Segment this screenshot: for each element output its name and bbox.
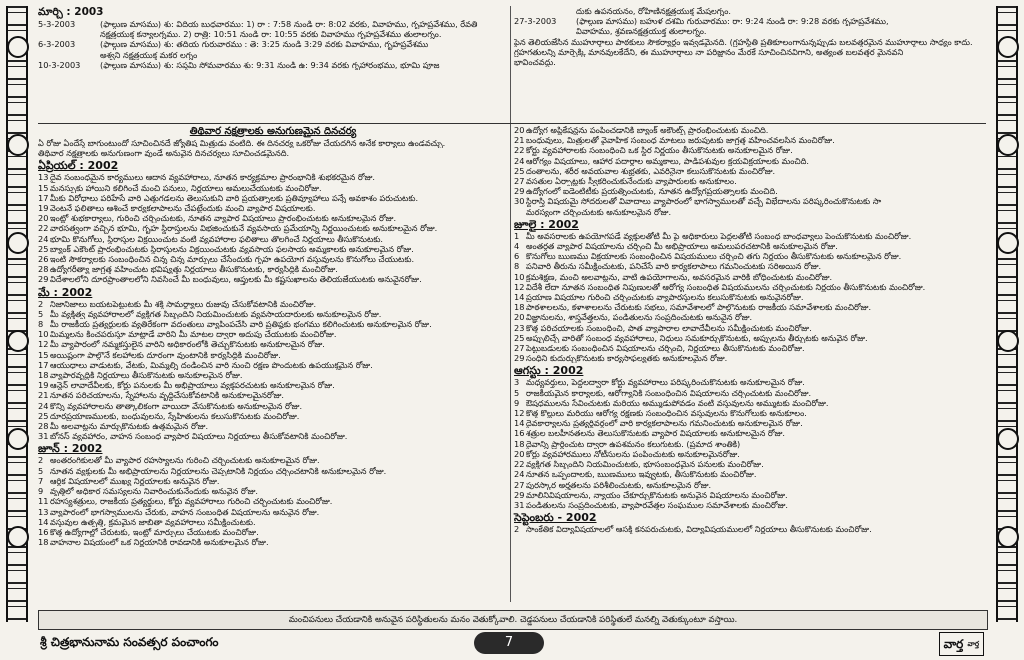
list-item [514, 459, 986, 469]
item-text: వ్యాపారవృద్ధికి నిర్ణయాలు తీసుకొనుటకు అనుకూలమైన రోజు. [50, 370, 243, 381]
item-text: మీకు విరోధాలు పరిహేసే వారి ఎత్తుగడలను తెలుసుకుని వారి ప్రయత్నాలకు ప్రతివ్యూహాలు పన్నే అవకాశం పరుచుటకు. [50, 192, 419, 203]
march-heading: మార్చి : 2003 [38, 6, 104, 18]
item-text: మీ వ్యక్తిత్వ వ్యవహారాలలో వ్యక్తిగత సిబ్బందిని నియమించుటకు వ్యవసాయదారులకు అనుకూలమైన రోజు. [50, 308, 382, 319]
item-text: సంధిని కుదుర్చుకొనుటకు కార్యసాఫల్యతకు అనుకూలమైన రోజు. [526, 353, 728, 364]
list-item [38, 411, 508, 421]
item-day: 12 [514, 408, 525, 419]
right-column-sections [514, 218, 986, 534]
item-day: 12 [514, 281, 525, 292]
item-text: ఆయుధాలు వాడుటకు, వేటకు, మిమ్మల్ని దండించిన వారి నుంచి రక్షణ పొందుటకు ఉపయుక్తమైన రోజు. [50, 359, 373, 370]
item-day: 24 [514, 469, 525, 480]
item-text: నూతన పరిచయాలను, స్నేహాలను వృద్ధిచేసుకోవటానికి అనుకూలమైనరోజు. [50, 390, 285, 401]
border-ornament-icon [997, 526, 1019, 548]
decorative-border-left [6, 6, 28, 622]
item-day: 16 [38, 526, 49, 537]
item-day: 2 [514, 524, 520, 535]
item-text: మిమ్మలను కించపరుస్తూ మాట్లాడే వారిని మీ మాటల ద్వారా అదుపు చేయుటకు మంచిరోజు. [50, 329, 337, 340]
list-item [38, 455, 508, 465]
item-day: 31 [514, 499, 525, 510]
list-item [38, 390, 508, 400]
list-item [38, 309, 508, 319]
item-day: 24 [38, 233, 49, 244]
date-row [38, 19, 508, 29]
item-text: పండితులను సంప్రదించుటకు, వ్యాపారవేత్తల సంఘముల సమావేశాలకు మంచిరోజు. [526, 499, 789, 510]
footer-quote: మంచిపనులు చేయడానికి అనువైన పరిస్థితులను మనం వెతుక్కోవాలి. చెడ్డపనులు చేయడానికి పరిస్థితులే మనల్ని వెతుక్కుంటూ వస్తాయి. [38, 610, 988, 630]
item-text: మరస్యంగా చర్చించుటకు అనుకూలమైన రోజు. [526, 206, 672, 217]
list-item [514, 480, 986, 490]
item-text: దైవకార్యాలను ప్రత్యర్థివర్గంలో వారి కార్యకలాపాలను గమనించుటకు అనుకూలమైన రోజు. [526, 418, 803, 429]
list-item [514, 176, 986, 186]
border-ornament-icon [7, 232, 29, 254]
item-text: దైవాన్ని ప్రార్థించుట ద్వారా ఉపశమనం కలుగుటకు. (ప్రమాద శాంతికి) [526, 438, 741, 449]
list-item [38, 466, 508, 476]
list-item [38, 329, 508, 339]
list-item [38, 350, 508, 360]
item-text: నూతన వ్యక్తులకు మీ అభిప్రాయాలను నిర్ణయాలను చెప్పటానికి నిర్ణయం చర్చించటానికి అనుకూలమైన రోజు. [50, 465, 387, 476]
item-day: 11 [38, 496, 49, 507]
note-line: గ్రహగతులన్ని మార్పెక్కి మానవులకేదేని, ఈ ముహూర్తాలు నా పరిజ్ఞానం మేరకే సూచించినవిగాని, అత్యంత బలవత్తర మైనవని [514, 46, 904, 57]
date-row [38, 50, 508, 60]
list-item [514, 207, 986, 217]
list-item [514, 125, 986, 135]
list-item [38, 517, 508, 527]
item-day: 13 [38, 172, 49, 183]
list-item [514, 333, 986, 343]
right-column-top-items [514, 125, 986, 217]
item-text: మనస్సుకు హాయిని కలిగించే మంచి పనులు, నిర్ణయాలు అమలుచేయుటకు మంచిరోజు. [50, 182, 322, 193]
item-text: వెంటనే ఫలితాలు ఆశించే కార్యకలాపాలను చేపట్టేందుకు మంచి వ్యాపార విషయాలకు. [50, 203, 316, 214]
item-text: కొత్త ఉద్యోగాల్లో చేరుటకు, ఇంట్లో మార్పులు చేయుటకు మంచిరోజు. [50, 526, 259, 537]
left-column-title: తిథివార నక్షత్రాలకు అనుగుణమైన దినచర్య [189, 126, 357, 137]
item-text: వృత్తిలో అధికార సమస్యలను నివారించుకునేందుకు అనువైన రోజు. [50, 486, 258, 497]
item-day: 25 [38, 410, 49, 421]
list-item [38, 193, 508, 203]
item-day: 4 [514, 241, 520, 252]
item-day: 2 [38, 298, 44, 309]
item-day: 5 [514, 387, 520, 398]
item-text: స్థిరాస్తి విషయమై సోదరులతో వివాదాలు వ్యాపారంలో భాగస్వాములతో వచ్చే విభేదాలను పరిష్కరించుకొనుటకు సా [526, 196, 882, 207]
item-text: దంతాలను, శరీర అవయవాల శుభ్రతకు, ఎవరినైనా కలుసుకొనుటకు మంచిరోజు. [526, 165, 776, 176]
item-day: 31 [38, 431, 49, 442]
page-footer [0, 630, 1024, 660]
item-day: 24 [514, 155, 525, 166]
item-day: 27 [514, 479, 525, 490]
list-item [38, 274, 508, 284]
item-text: వాహనాల విషయంలో ఒక నిర్ణయానికి రావడానికి అనుకూలమైన రోజు. [50, 537, 269, 548]
item-day: 25 [38, 243, 49, 254]
item-text: మీ అలవాట్లను మార్చుకొనుటకు ఉత్తమమైన రోజు. [50, 421, 209, 432]
list-item [514, 428, 986, 438]
list-item [514, 408, 986, 418]
logo-text: వార్త [943, 637, 964, 651]
border-ornament-icon [997, 232, 1019, 254]
month-heading: ఏప్రియల్ : 2002 [38, 159, 119, 173]
item-text: ఔషధములను సేవించుటకు మరియు అమ్ముడుపోవడం వంటి వస్తువులను అమ్ముటకు మంచిరోజు. [526, 397, 829, 408]
row-text: అశ్వని నక్షత్రయుక్త మకర లగ్నం [100, 49, 198, 60]
item-text: బంధువులు, మిత్రులతో వైవాహిక సంబంధ మాటలు జరుపుటకు జాగ్రత్త వహించవలసిన మంచిరోజు. [526, 135, 835, 146]
list-item [38, 537, 508, 547]
item-day: 29 [514, 353, 525, 364]
section-divider [38, 123, 986, 124]
row-text: (ఫాల్గుణ మాసము) బహుళ దశమి గురువారము: రా: 9:24 నుండి రా: 9:28 వరకు గృహప్రవేశము, [576, 16, 889, 27]
item-day: 20 [38, 213, 49, 224]
item-day: 27 [514, 343, 525, 354]
list-item [514, 418, 986, 428]
border-ornament-icon [7, 428, 29, 450]
decorative-border-right [996, 6, 1018, 622]
list-item [38, 339, 508, 349]
list-item [514, 500, 986, 510]
item-text: ఆన్లైన్ లావాదేవీలకు, కోర్టు పనులకు మీ అభిప్రాయాలు వ్యక్తపరచుటకు అనుకూలమైన రోజు. [50, 380, 335, 391]
item-text: బోనస్ వ్యవహారం, వాహన సంబంధ వ్యాపార విషయాలు నిర్ణయాలు తీసుకోవటానికి మంచిరోజు. [50, 431, 348, 442]
item-text: ఇంటి సౌకర్యాలకు సంబంధించిన చిన్న చిన్న మార్పులు చేసేందుకు గృహ ఉపయోగ వస్తువులను కొనుగోలు చేయుటకు. [50, 254, 415, 265]
row-date: 27-3-2003 [514, 16, 557, 27]
list-item [38, 421, 508, 431]
row-text: నక్షత్రయుక్త కన్యాలగ్నము. 2) రాత్రి: 10:51 నుండి రా: 10:55 వరకు వివాహము గృహప్రవేశము తులాలగ్నం. [100, 29, 442, 40]
item-day: 13 [38, 506, 49, 517]
list-item [514, 312, 986, 322]
item-text: మధ్యవర్తులు, పెద్దలద్వారా కోర్టు వ్యవహారాలు పరిష్కరించుకొనుటకు అనుకూలమైన రోజు. [526, 377, 805, 388]
item-text: ఇంట్లో శుభకార్యాలు, గురించి చర్చించుటకు, నూతన వ్యాపార విషయాలు ప్రారంభించుటకు అనుకూలమైన రోజు. [50, 213, 397, 224]
date-row [514, 16, 986, 26]
item-day: 21 [38, 390, 49, 401]
note-line: భావించవద్దు. [514, 57, 556, 68]
note-line: పైన తెలియజేసిన ముహూర్తాలు పాఠకులు సౌకర్యార్థం ఇవ్వడమైనది. (గ్రహస్థితి ప్రతికూలంగానున్నప్పుడు బలవత్తరమైన ముహూర్తాలు సాధ్యం కాదు. [514, 36, 973, 47]
item-day: 10 [514, 271, 525, 282]
list-item [514, 292, 986, 302]
item-day: 8 [514, 261, 520, 272]
left-column-intro [38, 138, 508, 158]
list-item [38, 234, 508, 244]
item-text: దూరప్రయాణములకు, బంధువులను, స్నేహితులను కలుసుకొనుటకు మంచిరోజు. [50, 410, 300, 421]
item-day: 25 [514, 165, 525, 176]
list-item [514, 398, 986, 408]
item-text: మీ అవసరాలకు ఉపయోగపడే వ్యక్తులతోటి మీ పై అధికారులు పెద్దలతోటి సంబంధ బాంధవ్యాలు పెంచుకొనుటకు మంచిరోజు. [526, 230, 912, 241]
intro-line: ఏ రోజు ఏందేస్తే బాగుంటుందో సూచించినదే జ్యోతిష మిత్రుడు వంటిది. ఈ దినచర్య ఒకరోజు చేయదగిన అనేక కార్యాలు ఉండవచ్చు. [38, 138, 446, 148]
row-text: వివాహము, శ్రవణనక్షత్రయుక్త తులాలగ్నం. [576, 26, 707, 37]
list-item [514, 377, 986, 387]
item-day: 19 [38, 203, 49, 214]
border-ornament-icon [997, 428, 1019, 450]
row-text: (ఫాల్గుణ మాసము) శు: తదియ గురువారము : తె: 3:25 నుండి 3:29 వరకు వివాహము, గృహప్రవేశము [100, 39, 429, 50]
item-text: ప్రయాణ విషయాల గురించి చర్చించుటకు వ్యాపారస్తులను కలుసుకొనుటకు అనువైనరోజు. [526, 292, 804, 303]
item-text: వస్తువుల ఉత్పత్తి, క్రమమైన జాబితా వ్యవహారాలు సమీక్షించుటకు. [50, 516, 256, 527]
item-text: అయిష్టంగా పాల్గొనే కలహాలకు దూరంగా వుంటానికి కార్యసిద్ధికి మంచిరోజు. [50, 349, 281, 360]
list-item [514, 166, 986, 176]
list-item [38, 183, 508, 193]
item-text: పురస్కార అర్హతలను పరిశీలించుటకు, అనుకూలమైన రోజు. [526, 479, 712, 490]
item-day: 22 [38, 223, 49, 234]
item-text: వ్యక్తిగత సిబ్బందిని నియమించుటకు, భూసంబంధమైన పనులకు మంచిరోజు. [526, 459, 764, 470]
item-text: సాంకేతిక విద్యావిషయాలలో ఆసక్తి కనపరుచుటకు, విద్యావిషయములలో నిర్ణయాలు తీసుకొనుటకు మంచిరోజు. [526, 524, 872, 535]
item-day: 9 [38, 486, 44, 497]
column-divider [510, 6, 511, 602]
row-date [38, 50, 100, 60]
date-row [38, 39, 508, 49]
date-row [38, 29, 508, 39]
item-text: భూమి కొనుగోలు, స్థిరాస్తుల విక్రయించుట వంటి వ్యవహారాల ఫలితాలు తొలగించే నిర్ణయాలు తీసుకొనుటకు. [50, 233, 384, 244]
item-text: కొన్ని వ్యవహారాలను తాత్కాలికంగా వాయిదా వేసుకొనుటకు అనుకూలమైన రోజు. [50, 400, 303, 411]
border-ornament-icon [997, 134, 1019, 156]
list-item [38, 203, 508, 213]
row-date [514, 26, 576, 36]
item-text: కొనుగోలు ఋణము విక్రయాలకు సంబంధించిన విషయములు చర్చించి తగు నిర్ణయం తీసుకొనుటకు అనుకూలమైన రోజు. [526, 251, 902, 262]
item-day: 23 [514, 322, 525, 333]
list-item [514, 272, 986, 282]
list-item [514, 524, 986, 534]
item-text: కోర్టు వ్యవహారాలకు సంబంధించి ఒక స్థిర నిర్ణయం తీసుకొనుటకు అనుకూలమైన రోజు. [526, 145, 793, 156]
item-day: 18 [514, 302, 525, 313]
month-heading: జూన్ : 2002 [38, 442, 103, 456]
item-text: అంతర్గత వ్యాపార విషయాలను చర్చించి మీ అభిప్రాయాలు అమలుపరచటానికి అనుకూలమైన రోజు. [526, 241, 838, 252]
list-item [514, 186, 986, 196]
list-item [514, 196, 986, 206]
list-item [514, 135, 986, 145]
list-item [38, 401, 508, 411]
item-day: 17 [38, 192, 49, 203]
item-text: అంతరంగికులతో మీ వ్యాపార రహస్యాలను గురించి చర్చించుటకు అనుకూలమైన రోజు. [50, 455, 320, 466]
item-text: ఉద్యోగంలో ఐడెంటిటీకు ప్రయత్నించుటకు, నూతన ఉద్యోగప్రయత్నాలకు మంచిది. [526, 186, 778, 197]
row-date [38, 29, 100, 39]
list-item [514, 353, 986, 363]
list-item [514, 343, 986, 353]
list-item [38, 299, 508, 309]
item-text: పాఠశాలలను, కళాశాలలను చేరుటకు సభలు, సమావేశాలలో పాల్గొనుటకు రాజకీయ సమావేశాలకు మంచిరోజు. [526, 302, 872, 313]
border-ornament-icon [7, 36, 29, 58]
list-item [38, 527, 508, 537]
item-day: 5 [38, 465, 44, 476]
item-day: 15 [38, 349, 49, 360]
list-item [38, 507, 508, 517]
date-row [514, 26, 986, 36]
item-day: 5 [38, 308, 44, 319]
list-item [38, 486, 508, 496]
logo-small-text: వార్త [967, 640, 979, 648]
right-column [514, 125, 986, 534]
list-item [38, 172, 508, 182]
list-item [514, 469, 986, 479]
item-text: ఆరోగ్యం విషయాలు, ఆహార పదార్థాల అమ్మకాలు, పాడిపశువుల క్రయవిక్రయాలకు మంచిది. [526, 155, 810, 166]
item-text: ఉద్యోగరీత్యా జాగ్రత్త వహించుట భవిష్యత్తు నిర్ణయాలు తీసుకొనుటకు, కార్యసిద్ధికి మంచిరోజు. [50, 264, 338, 275]
item-text: విదేశాలలోని దూరప్రాంతాలలోని నివసించే మీ బంధువులు, ఆప్తులకు మీ కష్టసుఖాలను తెలియజేయుటకు అనువైనరోజు. [50, 274, 422, 285]
item-text: శత్రుల బలహీనతలను తెలుసుకొనుటకు వ్యాపార విషయాలకు అనుకూలమైన రోజు. [526, 428, 786, 439]
item-day: 7 [38, 475, 44, 486]
item-text: క్రమశిక్షణ, మంచి అలవాట్లను, వాటి ఉపయోగాలను, అవసరమైన వారికి బోధించుటకు మంచిరోజు. [526, 271, 833, 282]
list-item [514, 439, 986, 449]
row-date: 10-3-2003 [38, 59, 81, 70]
item-text: మాలినివిషయాలను, న్యాయం చేకూర్చుకొనుటకు అనువైన విషయాలను మంచిరోజు. [526, 489, 788, 500]
item-day: 12 [38, 339, 49, 350]
row-date [514, 6, 576, 16]
border-ornament-icon [7, 526, 29, 548]
month-heading: జూలై : 2002 [514, 217, 579, 231]
item-day: 16 [514, 428, 525, 439]
item-text: ఉద్యోగ అప్లికేషన్లను పంపించడానికి బ్యాంక్ అకౌంట్స్ ప్రారంభించుటకు మంచిది. [526, 125, 769, 135]
march-left-list [38, 19, 508, 70]
vaartha-logo [939, 632, 984, 656]
list-item [38, 360, 508, 370]
list-item [38, 244, 508, 254]
item-day: 29 [514, 186, 525, 197]
item-day: 9 [514, 397, 520, 408]
item-day: 28 [38, 264, 49, 275]
item-day: 15 [38, 182, 49, 193]
item-text: విదేశీ లేదా నూతన సంబంధిత నిపుణులతో ఆరోగ్య సంబంధిత విషయములను చర్చించుటకు నిర్ణయం తీసుకొనుటకు మంచిరోజు. [526, 281, 926, 292]
item-day: 18 [514, 438, 525, 449]
item-day: 6 [514, 251, 520, 262]
item-day: 8 [38, 319, 44, 330]
list-item [514, 449, 986, 459]
item-day: 3 [514, 377, 520, 388]
item-text: వసతుల ఏర్పాట్లకు స్వీకరించుకునేందుకు వ్యాపారులకు అనుకూలం. [526, 176, 737, 187]
item-day: 20 [514, 312, 525, 323]
item-day: 24 [38, 400, 49, 411]
almanac-title: శ్రీ చిత్రభానునామ సంవత్సర పంచాంగం [40, 635, 219, 649]
list-item [514, 302, 986, 312]
item-day: 25 [514, 332, 525, 343]
list-item [38, 496, 508, 506]
item-text: రాజకీయమైన కార్యాలకు, ఆరోగ్యానికి సంబంధించిన విషయాలను చర్చించుటకు మంచిరోజు. [526, 387, 812, 398]
item-text: ఆర్థిక విషయాలలో ముఖ్య నిర్ణయాలకు అనువైన రోజు. [50, 475, 220, 486]
item-day: 20 [514, 448, 525, 459]
list-item [38, 370, 508, 380]
border-ornament-icon [7, 134, 29, 156]
item-text: పెట్టుబడులకు సంబంధించిన విషయాలను చర్చించి, నిర్ణయాలు తీసుకొనుటకు మంచిరోజు. [526, 343, 805, 354]
page-content [38, 6, 986, 622]
item-day: 20 [514, 125, 525, 135]
intro-line: తిథివార నక్షత్రాలకు అనుగుణంగా వుండే అనువైన దినచర్యలు సూచించడమైనది. [38, 148, 290, 159]
list-item [514, 231, 986, 241]
item-day: 30 [514, 196, 525, 207]
list-item [38, 431, 508, 441]
item-day: 14 [514, 292, 525, 303]
item-text: దైవ సంబంధమైన కార్యములు ఆదాన వ్యవహారాలు, నూతన కార్యక్రమాల ప్రారంభానికి శుభకరమైన రోజు. [50, 172, 375, 183]
item-text: కొత్త పరిచయాలకు సంబంధించి, పాత వ్యాపారాల లావాదేవీలను సమీక్షించుటకు మంచిరోజు. [526, 322, 812, 333]
border-ornament-icon [997, 330, 1019, 352]
item-day: 19 [38, 380, 49, 391]
item-day: 27 [514, 176, 525, 187]
item-day: 10 [38, 329, 49, 340]
item-text: రహస్యశత్రులు, రాజకీయ ప్రత్యర్థులు, కోర్టు వ్యవహారాలు గురించి చర్చించుటకు మంచిరోజు. [50, 496, 333, 507]
item-day: 29 [38, 274, 49, 285]
list-item [38, 254, 508, 264]
list-item [514, 388, 986, 398]
month-heading: ఆగస్టు : 2002 [514, 364, 584, 378]
list-item [514, 490, 986, 500]
left-column [38, 125, 508, 547]
list-item [38, 213, 508, 223]
item-day: 2 [38, 455, 44, 466]
border-ornament-icon [997, 36, 1019, 58]
item-text: వ్యాపారంలో భాగస్వాములను చేరుకు, వాహన సంబంధిత విషయాలను అనువైన రోజు. [50, 506, 320, 517]
row-text: (ఫాల్గుణ మాసము) శు: సప్తమి సోమవారము శు: 9:31 నుండి ఉ: 9:34 వరకు గృహారంభము, భూమి పూజ [100, 59, 440, 70]
list-item [38, 319, 508, 329]
item-day: 21 [514, 135, 525, 146]
march-note [514, 37, 986, 68]
list-item [514, 156, 986, 166]
march-left-block [38, 6, 508, 70]
list-item [514, 251, 986, 261]
border-ornament-icon [7, 330, 29, 352]
list-item [514, 241, 986, 251]
row-date: 6-3-2003 [38, 39, 76, 50]
item-text: నిజానిజాలు బయటపెట్టుటకు మీ శక్తి సామర్థ్యాలు రుజువు చేసుకోవటానికి మంచిరోజు. [50, 298, 317, 309]
item-text: పనివారి తీరును సమీక్షించుటకు, పనిచేసే వారి కార్యకలాపాలు గమనించుటకు సరిఅయిన రోజు. [526, 261, 822, 272]
item-text: మీ రాజకీయ ప్రత్యర్థులకు వ్యతిరేకంగా వదంతులు వ్యాపింపచేసి వారి ప్రతిష్ఠకు భంగము కలిగించుటకు అనుకూలమైన రోజు. [50, 319, 432, 330]
item-text: వారసత్వంగా వచ్చిన భూమి, గృహ స్థిరాస్తులను విభజించుకునే వ్యవసాయ ప్రమేయాన్ని నిర్ణయించుటకు అనుకూలమైన రోజు. [50, 223, 438, 234]
row-date: 5-3-2003 [38, 19, 76, 29]
month-heading: మే : 2002 [38, 285, 93, 299]
item-text: కొత్త కొల్లులు మరియు ఆరోగ్య రక్షణకు సంబంధించిన వస్తువులను కొనుగోలుకు అనుకూలం. [526, 408, 807, 419]
list-item [38, 264, 508, 274]
list-item [514, 145, 986, 155]
row-text: (ఫాల్గుణ మాసము) శు: విదియ బుధవారము: 1) రా : 7:58 నుండి రా: 8:02 వరకు, వివాహము, గృహప్రవేశము, రేవతి [100, 19, 478, 29]
item-text: బ్యాంక్ ఎకౌంట్ ప్రారంభించుటకు స్థిరాస్తులను విక్రయించుటకు వ్యవసాయ ఫలసాయ అమ్మకాలకు అనుకూలమైన రోజు. [50, 243, 414, 254]
date-row [514, 6, 986, 16]
item-day: 17 [38, 359, 49, 370]
item-text: అప్పులిచ్చే వారితో సంబంధ వ్యవహారాలు, నిధులు సమకూర్చుకొనుటకు, అప్పులను తీర్చుటకు అనువైన రోజు. [526, 332, 868, 343]
item-text: మీ వ్యాపారంలో నమ్మకస్తులైన వారిని అధికారంలోకి తెచ్చుకొనుటకు అనుకూలమైన రోజు. [50, 339, 325, 350]
item-day: 22 [514, 459, 525, 470]
page-number: 7 [474, 632, 544, 654]
march-right-list [514, 6, 986, 37]
list-item [514, 282, 986, 292]
item-text: నూతన ఒప్పందాలకు, ఋణములు ఇవ్వుటకు, తీసుకొనుటకు మంచిరోజు. [526, 469, 757, 480]
item-day: 22 [514, 145, 525, 156]
list-item [514, 323, 986, 333]
item-day: 14 [514, 418, 525, 429]
item-text: కోర్టు వ్యవహారములు నోటీసులను పంపించుటకు అనుకూలమైనరోజు. [526, 448, 740, 459]
list-item [38, 223, 508, 233]
item-day: 18 [38, 537, 49, 548]
left-column-sections [38, 159, 508, 547]
item-text: విజ్ఞానులను, శాస్త్రవేత్తలను, పండితులను సంప్రదించుటకు అనువైన రోజు. [526, 312, 753, 323]
date-row [38, 60, 508, 70]
list-item [38, 476, 508, 486]
list-item [514, 261, 986, 271]
item-day: 1 [514, 230, 520, 241]
month-heading: సెప్టెంబరు - 2002 [514, 511, 597, 525]
march-right-block [514, 6, 986, 67]
item-day: 14 [38, 516, 49, 527]
row-text: దుకు ఉపనయనం, రోహిణినక్షత్రయుక్త మేషలగ్నం. [576, 6, 731, 16]
item-day: 18 [38, 370, 49, 381]
list-item [38, 380, 508, 390]
item-day: 28 [38, 421, 49, 432]
item-day: 26 [38, 254, 49, 265]
item-day: 29 [514, 489, 525, 500]
